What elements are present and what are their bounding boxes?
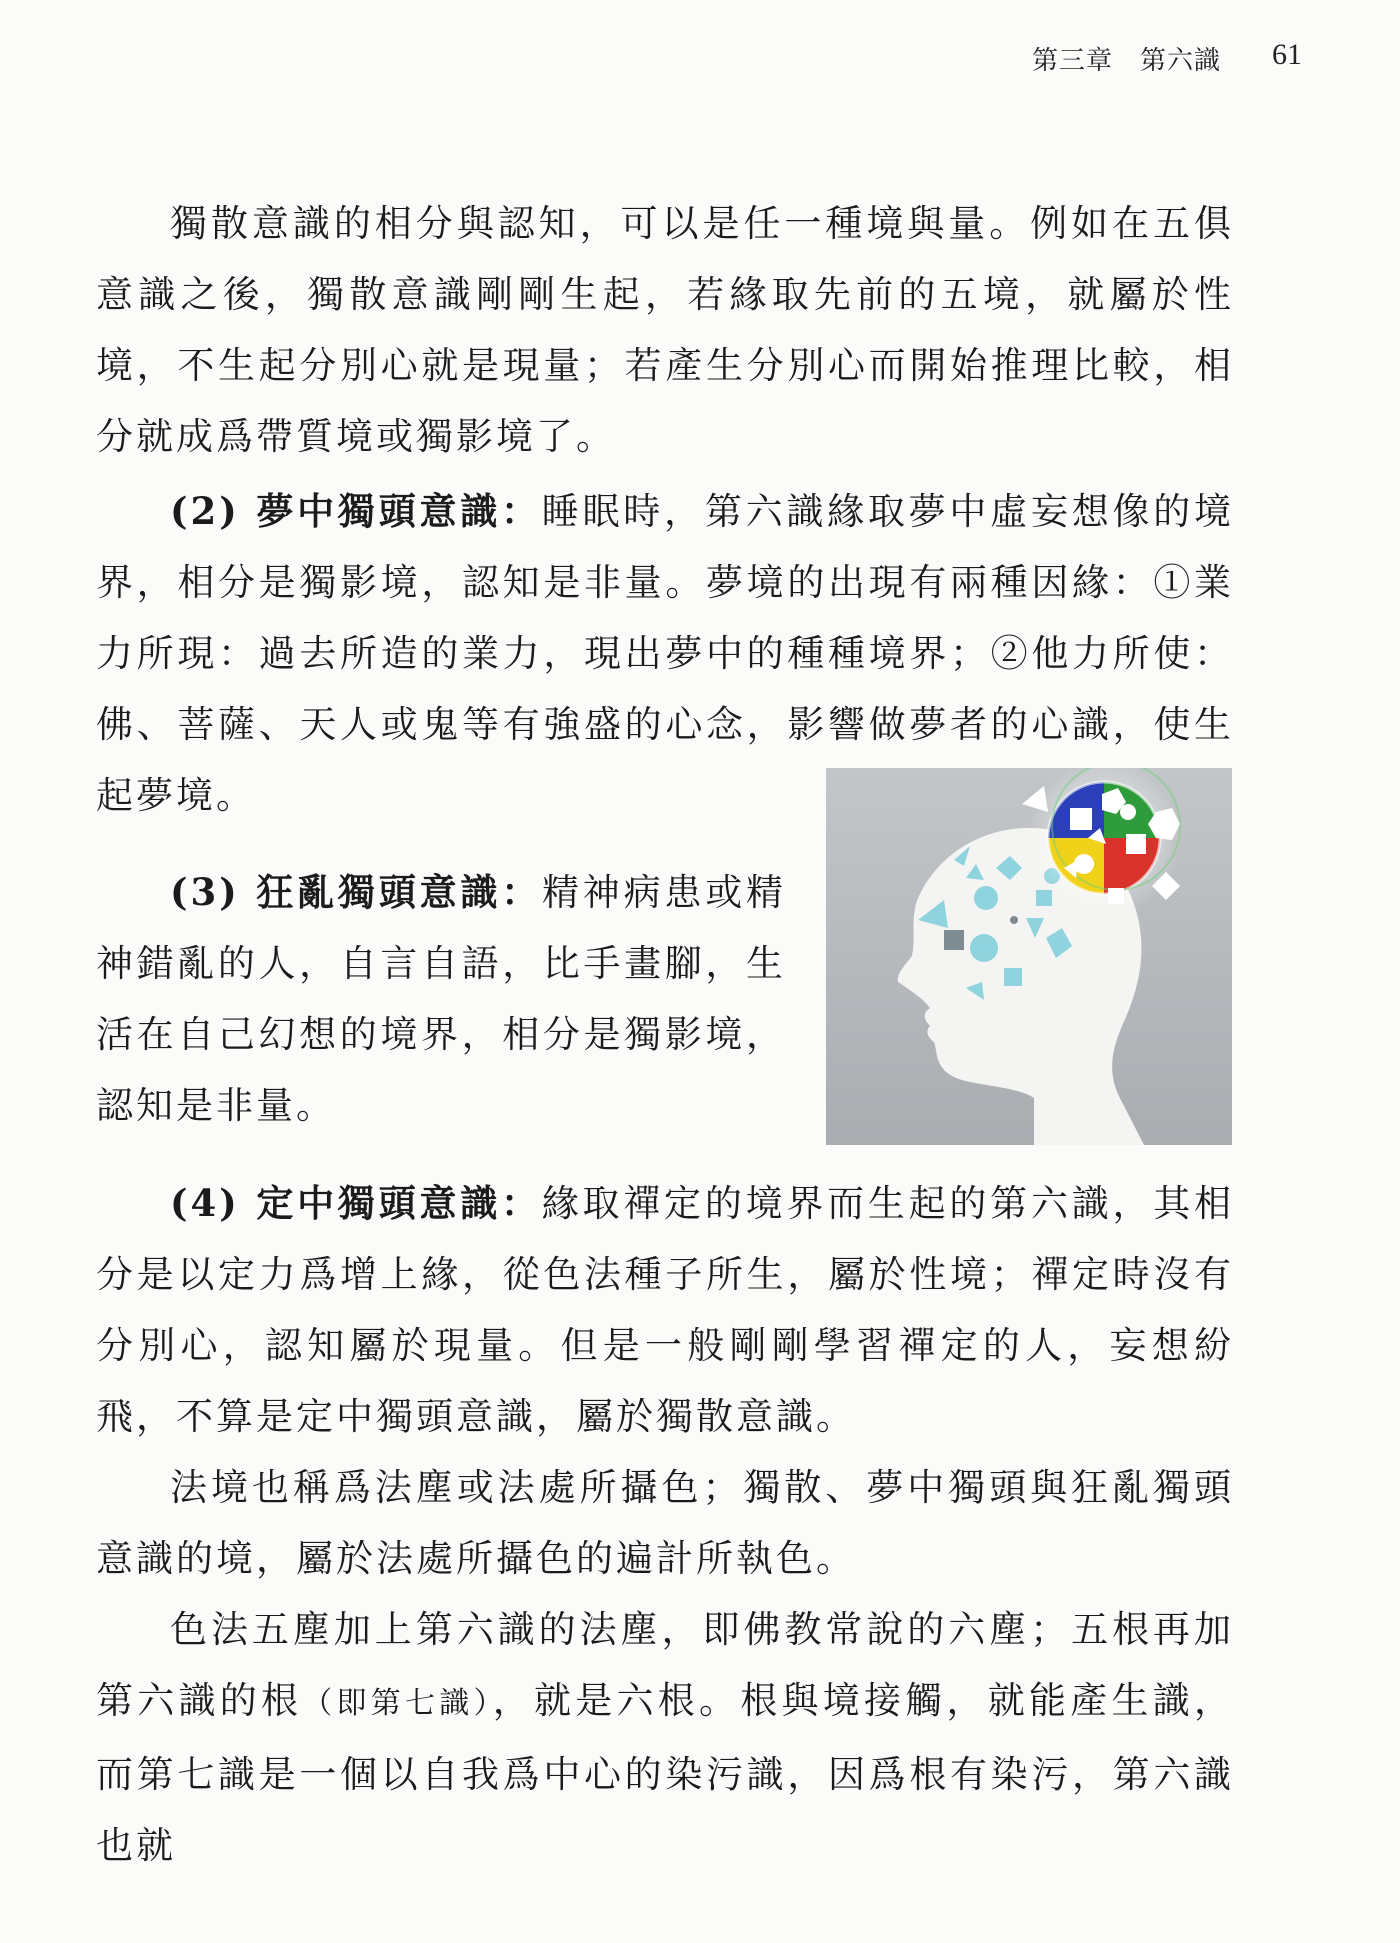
six-dusts-note: （即第七識） [302, 1686, 493, 1721]
white-circle-icon [1120, 804, 1136, 820]
white-square-icon [1070, 808, 1092, 830]
paragraph-scattered-consciousness: 獨散意識的相分與認知，可以是任一種境與量。例如在五俱意識之後，獨散意識剛剛生起，若緣取先前的五境，就屬於性境，不生起分別心就是現量；若產生分別心而開始推理比較，相分就成爲帶質境或獨影境了。 [96, 202, 1234, 458]
paragraph-dharma-realm: 法境也稱爲法塵或法處所攝色；獨散、夢中獨頭與狂亂獨頭意識的境，屬於法處所攝色的遍計所執色。 [96, 1466, 1234, 1580]
term-dream-consciousness: (2) 夢中獨頭意識： [170, 489, 542, 533]
thought-dot-icon [1010, 916, 1018, 924]
head-illustration [826, 768, 1232, 1145]
running-header [0, 28, 1400, 88]
head-illustration-svg [826, 768, 1232, 1145]
page-number: 61 [1272, 38, 1302, 71]
six-dusts-text-end: ，就是六根。根與境接觸，就能產生識，而第七識是一個以自我爲中心的染污識，因爲根有染污，第六識也就 [96, 1679, 1234, 1867]
paragraph-meditation-consciousness [96, 1168, 1234, 1452]
text-block-lower [96, 1168, 1234, 1881]
thought-square-icon [1004, 968, 1022, 986]
dream-consciousness-text: 睡眠時，第六識緣取夢中虛妄想像的境界，相分是獨影境，認知是非量。夢境的出現有兩種因緣：①業力所現：過去所造的業力，現出夢中的種種境界；②他力所使：佛、菩薩、天人或鬼等有強盛的心念，影響做夢者的心識，使生起夢境。 [96, 490, 1235, 817]
meditation-consciousness-text: 緣取禪定的境界而生起的第六識，其相分是以定力爲增上緣，從色法種子所生，屬於性境；禪定時沒有分別心，認知屬於現量。但是一般剛剛學習禪定的人，妄想紛飛，不算是定中獨頭意識，屬於獨散意識。 [96, 1182, 1235, 1438]
thought-square-icon [944, 930, 964, 950]
thought-circle-icon [974, 886, 998, 910]
six-dusts-text-start: 色法五塵加上第六識的法塵，即佛教常說的六塵；五根再加第六識的根 [96, 1608, 1234, 1722]
term-madness-consciousness: (3) 狂亂獨頭意識： [170, 870, 543, 914]
chapter-title: 第三章 第六識 [1032, 46, 1222, 76]
thought-circle-icon [970, 934, 998, 962]
text-block-madness [96, 857, 786, 1141]
madness-consciousness-text: 精神病患或精神錯亂的人，自言自語，比手畫腳，生活在自己幻想的境界，相分是獨影境，認知是非量。 [96, 871, 786, 1127]
paragraph-madness-consciousness [96, 857, 786, 1141]
white-square-icon [1126, 834, 1146, 854]
paragraph-six-dusts [96, 1594, 1234, 1881]
text-block-upper [96, 188, 1234, 472]
white-square-icon [1108, 888, 1124, 904]
term-meditation-consciousness: (4) 定中獨頭意識： [170, 1181, 542, 1225]
